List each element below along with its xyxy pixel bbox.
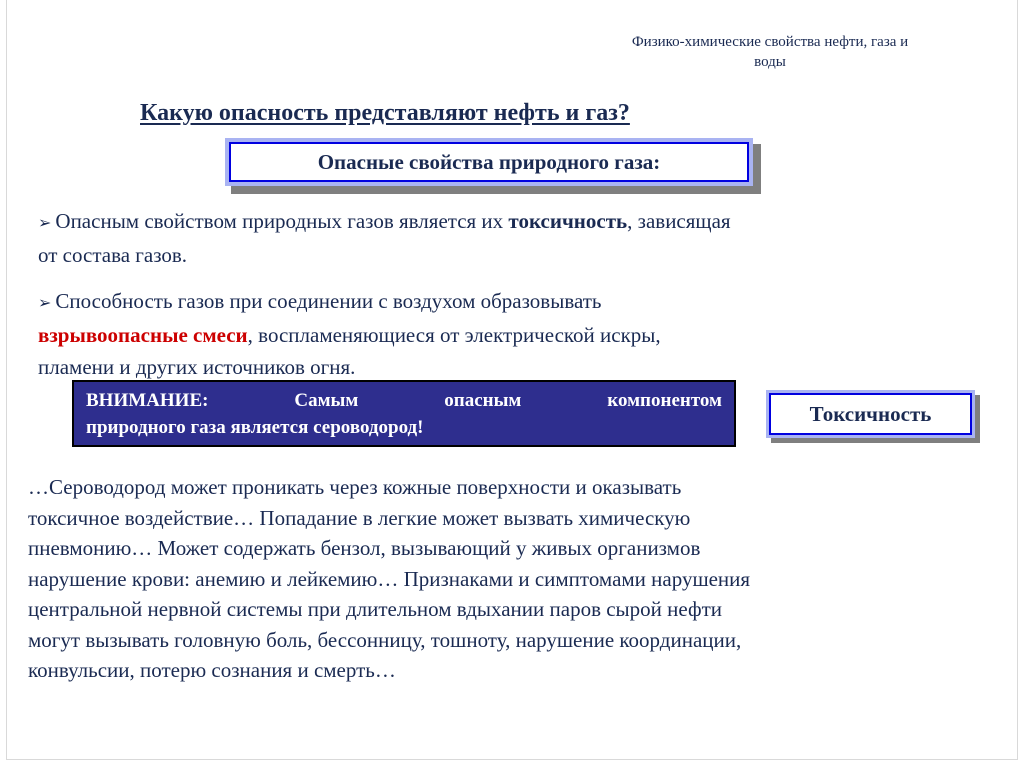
- warning-word: опасным: [444, 390, 522, 411]
- arrow-bullet-icon: ➢: [38, 293, 52, 312]
- bullet-2-line-3: пламени и других источников огня.: [38, 355, 356, 379]
- warning-word: ВНИМАНИЕ:: [86, 390, 209, 411]
- bullet-1-text-part2: , зависящая: [627, 209, 731, 233]
- description-line: центральной нервной системы при длительном вдыхании паров сырой нефти: [28, 597, 722, 621]
- description-line: нарушение крови: анемию и лейкемию… Признаками и симптомами нарушения: [28, 566, 751, 591]
- main-question-heading: Какую опасность представляют нефть и газ?: [140, 100, 630, 126]
- arrow-bullet-icon: ➢: [38, 213, 52, 232]
- description-line: пневмонию… Может содержать бензол, вызывающий у живых организмов: [28, 536, 701, 560]
- bullet-2-highlight: взрывоопасные смеси: [38, 323, 248, 347]
- bullet-1-line-1: [38, 205, 998, 239]
- warning-word: Самым: [294, 390, 359, 411]
- description-line: конвульсии, потерю сознания и смерть…: [28, 658, 396, 682]
- course-title-line-1: Физико-химические свойства нефти, газа и: [631, 34, 909, 50]
- bullet-2-line-1: [38, 285, 998, 319]
- section-title: Опасные свойства природного газа:: [317, 149, 661, 174]
- description-line: токсичное воздействие… Попадание в легкие может вызвать химическую: [28, 505, 691, 530]
- bullet-1-line-2: от состава газов.: [38, 243, 188, 267]
- bullet-item-explosive: [38, 285, 998, 383]
- description-line: могут вызывать головную боль, бессонницу, тошноту, нарушение координации,: [28, 627, 742, 652]
- toxicity-label: Токсичность: [809, 401, 932, 426]
- bullet-1-highlight: токсичность: [508, 209, 628, 233]
- warning-line-1: [86, 387, 722, 414]
- bullet-1-text-part1: Опасным свойством природных газов является их: [55, 209, 509, 233]
- bullet-2-line-2: [38, 319, 998, 351]
- bullet-2-text-line2-rest: , воспламеняющиеся от электрической искры,: [247, 323, 661, 347]
- description-paragraph: [28, 472, 1008, 686]
- course-title-line-2: воды: [754, 54, 786, 70]
- bullet-2-text-line1: Способность газов при соединении с воздухом образовывать: [55, 289, 602, 313]
- warning-word: компонентом: [607, 390, 722, 411]
- course-title: [560, 32, 980, 72]
- warning-box: [72, 380, 736, 447]
- toxicity-label-box: [769, 393, 972, 435]
- section-title-box: [229, 142, 749, 182]
- bullet-item-toxicity: [38, 205, 998, 271]
- description-line: …Сероводород может проникать через кожные поверхности и оказывать: [28, 475, 682, 499]
- warning-line-2: природного газа является сероводород!: [86, 417, 424, 438]
